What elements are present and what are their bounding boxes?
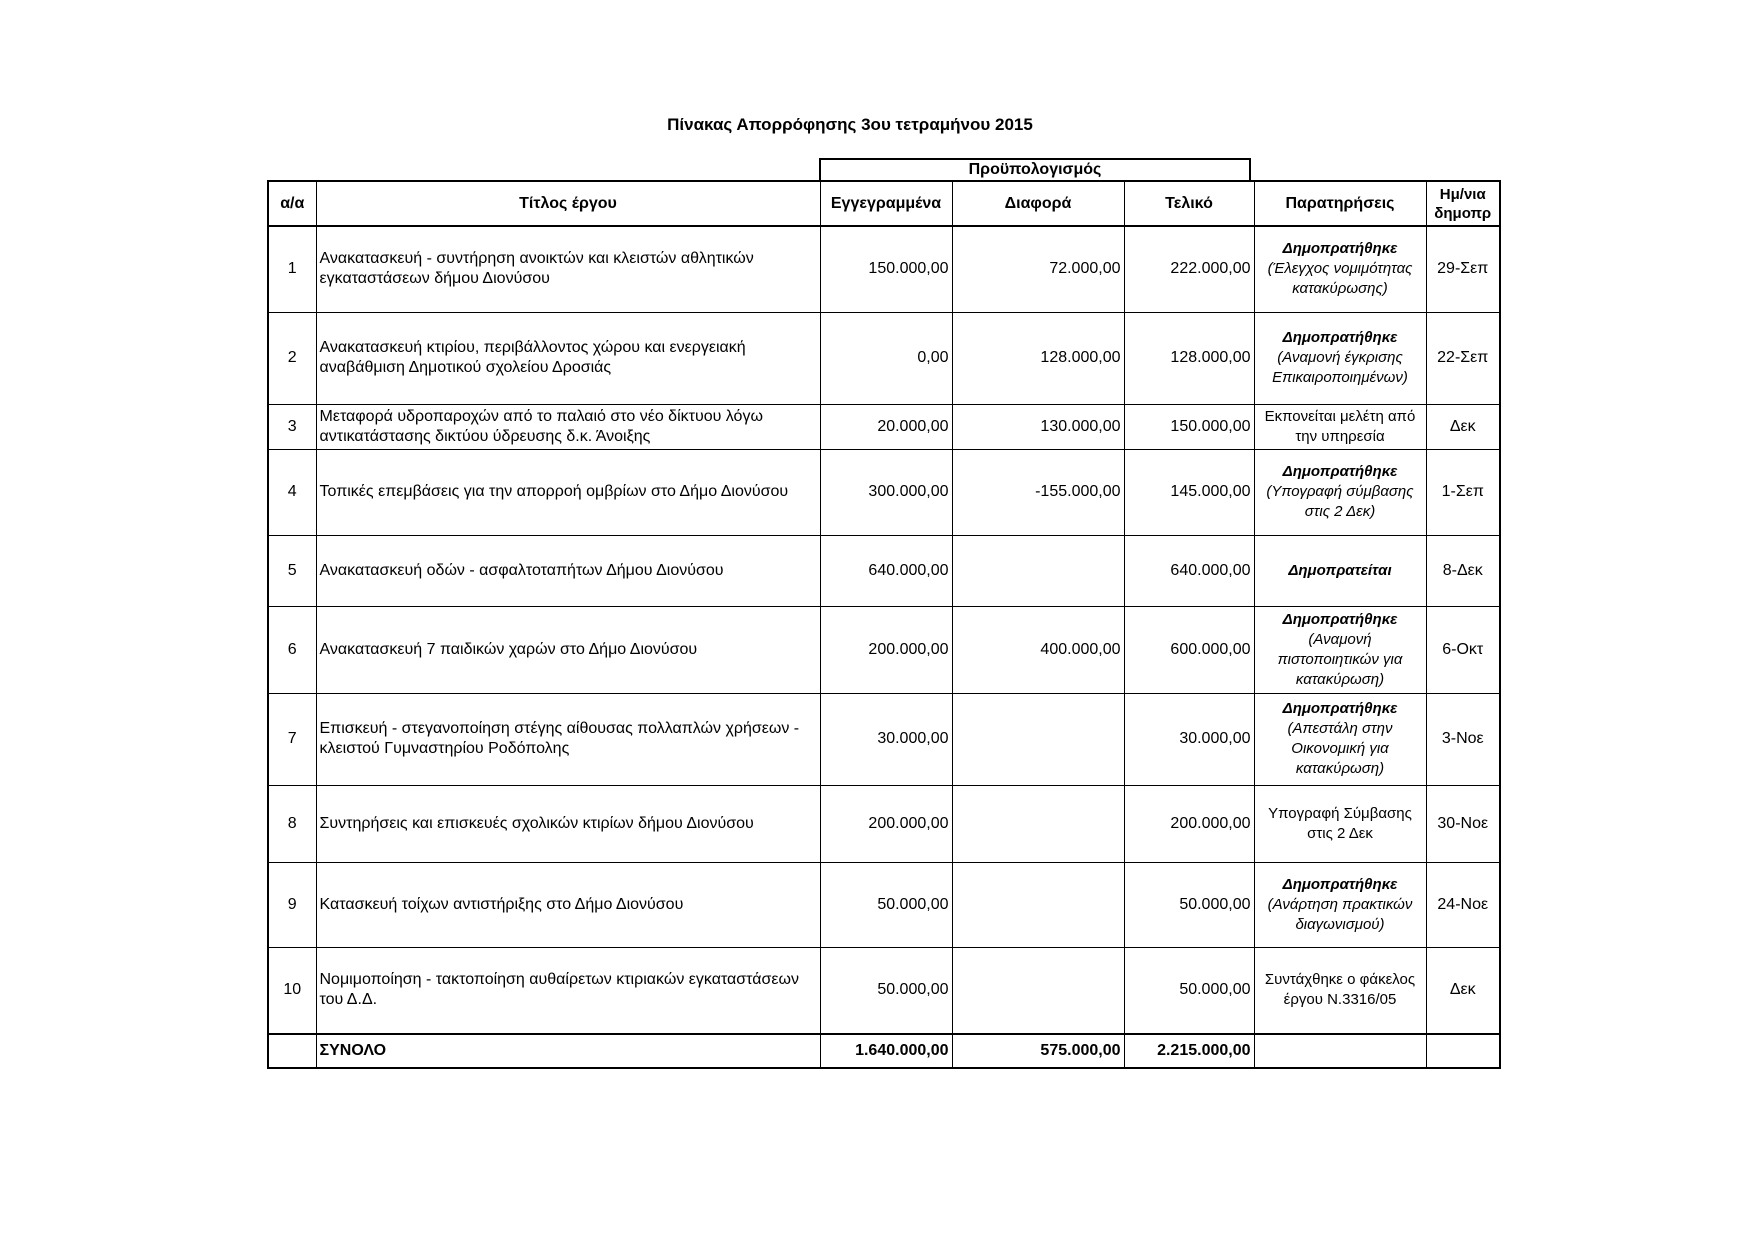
row-title: Τοπικές επεμβάσεις για την απορροή ομβρίων στο Δήμο Διονύσου [316, 449, 820, 535]
status-head: Δημοπρατήθηκε [1282, 240, 1398, 258]
row-aa: 8 [268, 785, 316, 862]
row-status: Συντάχθηκε ο φάκελος έργου Ν.3316/05 [1254, 947, 1426, 1034]
row-status [1254, 226, 1426, 312]
row-date: 29-Σεπ [1426, 226, 1500, 312]
row-title: Ανακατασκευή κτιρίου, περιβάλλοντος χώρου και ενεργειακή αναβάθμιση Δημοτικού σχολείου Δροσιάς [316, 312, 820, 404]
row-final: 50.000,00 [1124, 862, 1254, 947]
status-sub: (Αναμονή έγκρισης Επικαιροποιημένων) [1272, 349, 1408, 386]
row-final: 222.000,00 [1124, 226, 1254, 312]
row-title: Ανακατασκευή οδών - ασφαλτοταπήτων Δήμου Διονύσου [316, 535, 820, 606]
row-final: 640.000,00 [1124, 535, 1254, 606]
budget-group-header: Προϋπολογισμός [819, 158, 1251, 180]
status-head: Δημοπρατήθηκε [1282, 875, 1398, 893]
row-date: 1-Σεπ [1426, 449, 1500, 535]
row-date: 24-Νοε [1426, 862, 1500, 947]
status-head: Δημοπρατήθηκε [1282, 463, 1398, 480]
header-aa: α/α [268, 181, 316, 226]
status-head: Δημοπρατήθηκε [1282, 610, 1398, 628]
row-aa: 5 [268, 535, 316, 606]
total-difference: 575.000,00 [952, 1034, 1124, 1068]
row-registered: 150.000,00 [820, 226, 952, 312]
row-difference: -155.000,00 [952, 449, 1124, 535]
row-final: 30.000,00 [1124, 693, 1254, 785]
total-registered: 1.640.000,00 [820, 1034, 952, 1068]
table-body [268, 226, 1500, 1034]
row-aa: 1 [268, 226, 316, 312]
row-aa: 9 [268, 862, 316, 947]
table-row [268, 785, 1500, 862]
row-status [1254, 693, 1426, 785]
table-row [268, 606, 1500, 693]
status-sub: (Έλεγχος νομιμότητας κατακύρωσης) [1267, 260, 1413, 298]
total-row [268, 1034, 1500, 1068]
header-row [268, 181, 1500, 226]
table-row [268, 226, 1500, 312]
row-title: Νομιμοποίηση - τακτοποίηση αυθαίρετων κτιριακών εγκαταστάσεων του Δ.Δ. [316, 947, 820, 1034]
row-date: 30-Νοε [1426, 785, 1500, 862]
table-row [268, 947, 1500, 1034]
header-notes: Παρατηρήσεις [1254, 181, 1426, 226]
row-registered: 50.000,00 [820, 862, 952, 947]
row-title: Επισκευή - στεγανοποίηση στέγης αίθουσας πολλαπλών χρήσεων - κλειστού Γυμναστηρίου Ροδόπολης [316, 693, 820, 785]
row-final: 150.000,00 [1124, 404, 1254, 449]
total-label: ΣΥΝΟΛΟ [316, 1034, 820, 1068]
row-status [1254, 449, 1426, 535]
header-final: Τελικό [1124, 181, 1254, 226]
row-final: 200.000,00 [1124, 785, 1254, 862]
row-status [1254, 312, 1426, 404]
row-final: 145.000,00 [1124, 449, 1254, 535]
row-status [1254, 862, 1426, 947]
header-registered: Εγγεγραμμένα [820, 181, 952, 226]
row-registered: 0,00 [820, 312, 952, 404]
header-date: Ημ/νια δημοπρ [1426, 181, 1500, 226]
total-final: 2.215.000,00 [1124, 1034, 1254, 1068]
table-row [268, 535, 1500, 606]
row-status [1254, 535, 1426, 606]
row-difference: 400.000,00 [952, 606, 1124, 693]
table-row [268, 312, 1500, 404]
row-aa: 7 [268, 693, 316, 785]
table-row [268, 693, 1500, 785]
row-final: 600.000,00 [1124, 606, 1254, 693]
status-head: Δημοπρατήθηκε [1282, 700, 1398, 717]
row-date: 22-Σεπ [1426, 312, 1500, 404]
row-aa: 6 [268, 606, 316, 693]
row-difference [952, 947, 1124, 1034]
row-difference [952, 862, 1124, 947]
row-aa: 2 [268, 312, 316, 404]
row-difference [952, 535, 1124, 606]
row-date: Δεκ [1426, 947, 1500, 1034]
row-title: Ανακατασκευή - συντήρηση ανοικτών και κλειστών αθλητικών εγκαταστάσεων δήμου Διονύσου [316, 226, 820, 312]
row-registered: 50.000,00 [820, 947, 952, 1034]
row-date: 6-Οκτ [1426, 606, 1500, 693]
row-status [1254, 606, 1426, 693]
row-registered: 640.000,00 [820, 535, 952, 606]
row-title: Ανακατασκευή 7 παιδικών χαρών στο Δήμο Διονύσου [316, 606, 820, 693]
row-difference: 72.000,00 [952, 226, 1124, 312]
total-date-cell [1426, 1034, 1500, 1068]
row-final: 128.000,00 [1124, 312, 1254, 404]
row-registered: 20.000,00 [820, 404, 952, 449]
row-aa: 10 [268, 947, 316, 1034]
row-aa: 3 [268, 404, 316, 449]
total-aa-cell [268, 1034, 316, 1068]
header-difference: Διαφορά [952, 181, 1124, 226]
document-title: Πίνακας Απορρόφησης 3ου τετραμήνου 2015 [667, 115, 1033, 134]
row-status: Εκπονείται μελέτη από την υπηρεσία [1254, 404, 1426, 449]
table-row [268, 404, 1500, 449]
row-title: Κατασκευή τοίχων αντιστήριξης στο Δήμο Διονύσου [316, 862, 820, 947]
row-status: Υπογραφή Σύμβασης στις 2 Δεκ [1254, 785, 1426, 862]
row-title: Μεταφορά υδροπαροχών από το παλαιό στο νέο δίκτυου λόγω αντικατάστασης δικτύου ύδρευσης δ.κ. Άνοιξης [316, 404, 820, 449]
row-registered: 30.000,00 [820, 693, 952, 785]
status-head: Δημοπρατήθηκε [1282, 329, 1398, 346]
row-difference [952, 693, 1124, 785]
row-date: Δεκ [1426, 404, 1500, 449]
total-notes-cell [1254, 1034, 1426, 1068]
row-title: Συντηρήσεις και επισκευές σχολικών κτιρίων δήμου Διονύσου [316, 785, 820, 862]
row-difference: 130.000,00 [952, 404, 1124, 449]
row-date: 8-Δεκ [1426, 535, 1500, 606]
row-difference [952, 785, 1124, 862]
status-sub: (Ανάρτηση πρακτικών διαγωνισμού) [1267, 895, 1413, 933]
row-final: 50.000,00 [1124, 947, 1254, 1034]
table-row [268, 449, 1500, 535]
row-difference: 128.000,00 [952, 312, 1124, 404]
header-title: Τίτλος έργου [316, 181, 820, 226]
row-registered: 200.000,00 [820, 606, 952, 693]
row-date: 3-Νοε [1426, 693, 1500, 785]
table-row [268, 862, 1500, 947]
row-aa: 4 [268, 449, 316, 535]
status-head: Δημοπρατείται [1288, 561, 1392, 579]
absorption-table [267, 180, 1501, 1069]
row-registered: 200.000,00 [820, 785, 952, 862]
status-sub: (Αναμονή πιστοποιητικών για κατακύρωση) [1277, 630, 1403, 688]
row-registered: 300.000,00 [820, 449, 952, 535]
status-sub: (Υπογραφή σύμβασης στις 2 Δεκ) [1266, 483, 1414, 520]
status-sub: (Απεστάλη στην Οικονομική για κατακύρωση) [1287, 720, 1393, 777]
